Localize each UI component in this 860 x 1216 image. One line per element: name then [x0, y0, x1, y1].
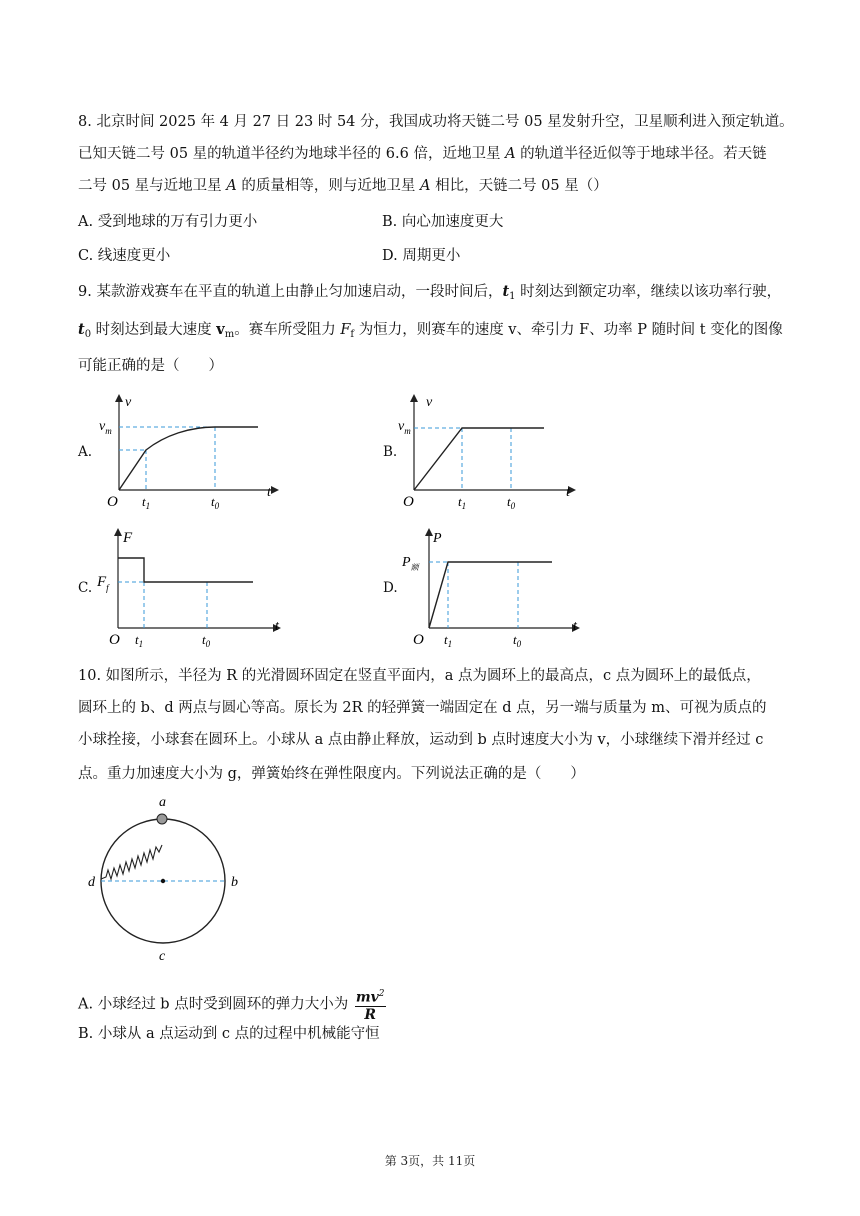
small-ball: [157, 814, 167, 824]
spring: [101, 845, 162, 879]
q9-line-3: 可能正确的是（ ）: [78, 358, 223, 374]
q8-option-b: B. 向心加速度更大: [382, 214, 504, 230]
point-c-label: c: [159, 949, 166, 964]
graph-c-t1-label: $t_1$: [135, 632, 144, 649]
graph-b-velocity-line: [396, 390, 586, 515]
point-d-label: d: [88, 875, 95, 890]
graph-c-t0-label: $t_0$: [202, 632, 211, 649]
graph-a-x-axis-label: t: [267, 485, 271, 500]
center-point: [161, 879, 165, 883]
graph-c-option-label: C.: [78, 580, 93, 596]
graph-b-t0-label: $t_0$: [507, 494, 516, 511]
graph-a-t0-label: $t_0$: [211, 494, 220, 511]
graph-b-t1-label: $t_1$: [458, 494, 467, 511]
q8-option-d: D. 周期更小: [382, 248, 461, 264]
q10-option-a: A. 小球经过 b 点时受到圆环的弹力大小为 $\frac{mv^2}{R}$: [78, 986, 386, 1023]
q10-line-2: 圆环上的 b、d 两点与圆心等高。原长为 2R 的轻弹簧一端固定在 d 点，另一端与质量为 m、可视为质点的: [78, 700, 767, 716]
page-footer: 第 3页，共 11页: [384, 1154, 476, 1168]
graph-c-ff-label: $F_f$: [97, 574, 109, 593]
q9-line-1: 9. 某款游戏赛车在平直的轨道上由静止匀加速启动，一段时间后，$t_1$ 时刻达到额定功率，继续以该功率行驶，: [78, 283, 782, 302]
graph-a-origin-label: O: [107, 494, 118, 510]
graph-a-y-axis-label: v: [125, 395, 132, 410]
q8-line-2: 已知天链二号 05 星的轨道半径约为地球半径的 6.6 倍，近地卫星 A 的轨道半径近似等于地球半径。若天链: [78, 146, 767, 162]
graph-b-option-label: B.: [383, 444, 398, 460]
q8-line-3: 二号 05 星与近地卫星 A 的质量相等，则与近地卫星 A 相比，天链二号 05 星（）: [78, 178, 608, 194]
q10-line-4: 点。重力加速度大小为 g，弹簧始终在弹性限度内。下列说法正确的是（ ）: [78, 766, 585, 782]
point-a-label: a: [159, 798, 166, 810]
graph-c-y-axis-label: F: [123, 530, 133, 546]
q10-line-1: 10. 如图所示，半径为 R 的光滑圆环固定在竖直平面内，a 点为圆环上的最高点，c 点为圆环上的最低点，: [78, 668, 761, 684]
q10-line-3: 小球拴接，小球套在圆环上。小球从 a 点由静止释放，运动到 b 点时速度大小为 v，小球继续下滑并经过 c: [78, 732, 764, 748]
fraction-mv2-over-r: $\frac{mv^2}{R}$: [355, 986, 386, 1023]
q9-line-2: $t_0$ 时刻达到最大速度 $v_m$。赛车所受阻力 $F_f$ 为恒力，则赛车的速度 v、牵引力 F、功率 P 随时间 t 变化的图像: [78, 321, 783, 340]
graph-a-vm-label: $v_m$: [99, 419, 112, 436]
graph-b-origin-label: O: [403, 494, 414, 510]
q8-option-a: A. 受到地球的万有引力更小: [78, 214, 258, 230]
graph-d-t0-label: $t_0$: [513, 632, 522, 649]
graph-a-t1-label: $t_1$: [142, 494, 151, 511]
graph-d-option-label: D.: [383, 580, 398, 596]
ring-spring-figure: [80, 798, 260, 968]
graph-b-y-axis-label: v: [426, 395, 433, 410]
q8-line-1: 8. 北京时间 2025 年 4 月 27 日 23 时 54 分，我国成功将天链二号 05 星发射升空，卫星顺利进入预定轨道。: [78, 114, 794, 130]
graph-d-power-line: [400, 526, 590, 651]
graph-a-velocity-curve: [95, 390, 285, 515]
graph-d-t1-label: $t_1$: [444, 632, 453, 649]
graph-d-prated-label: $P_额$: [402, 555, 419, 572]
graph-c-origin-label: O: [109, 632, 120, 648]
graph-a-option-label: A.: [78, 444, 93, 460]
graph-d-x-axis-label: t: [573, 619, 577, 634]
graph-b-x-axis-label: t: [566, 485, 570, 500]
q10-option-b: B. 小球从 a 点运动到 c 点的过程中机械能守恒: [78, 1026, 380, 1042]
q8-option-c: C. 线速度更小: [78, 248, 171, 264]
graph-d-origin-label: O: [413, 632, 424, 648]
point-b-label: b: [231, 875, 238, 890]
graph-b-vm-label: $v_m$: [398, 419, 411, 436]
graph-c-x-axis-label: t: [275, 619, 279, 634]
graph-d-y-axis-label: P: [433, 531, 442, 546]
graph-c-force-step: [95, 526, 290, 651]
